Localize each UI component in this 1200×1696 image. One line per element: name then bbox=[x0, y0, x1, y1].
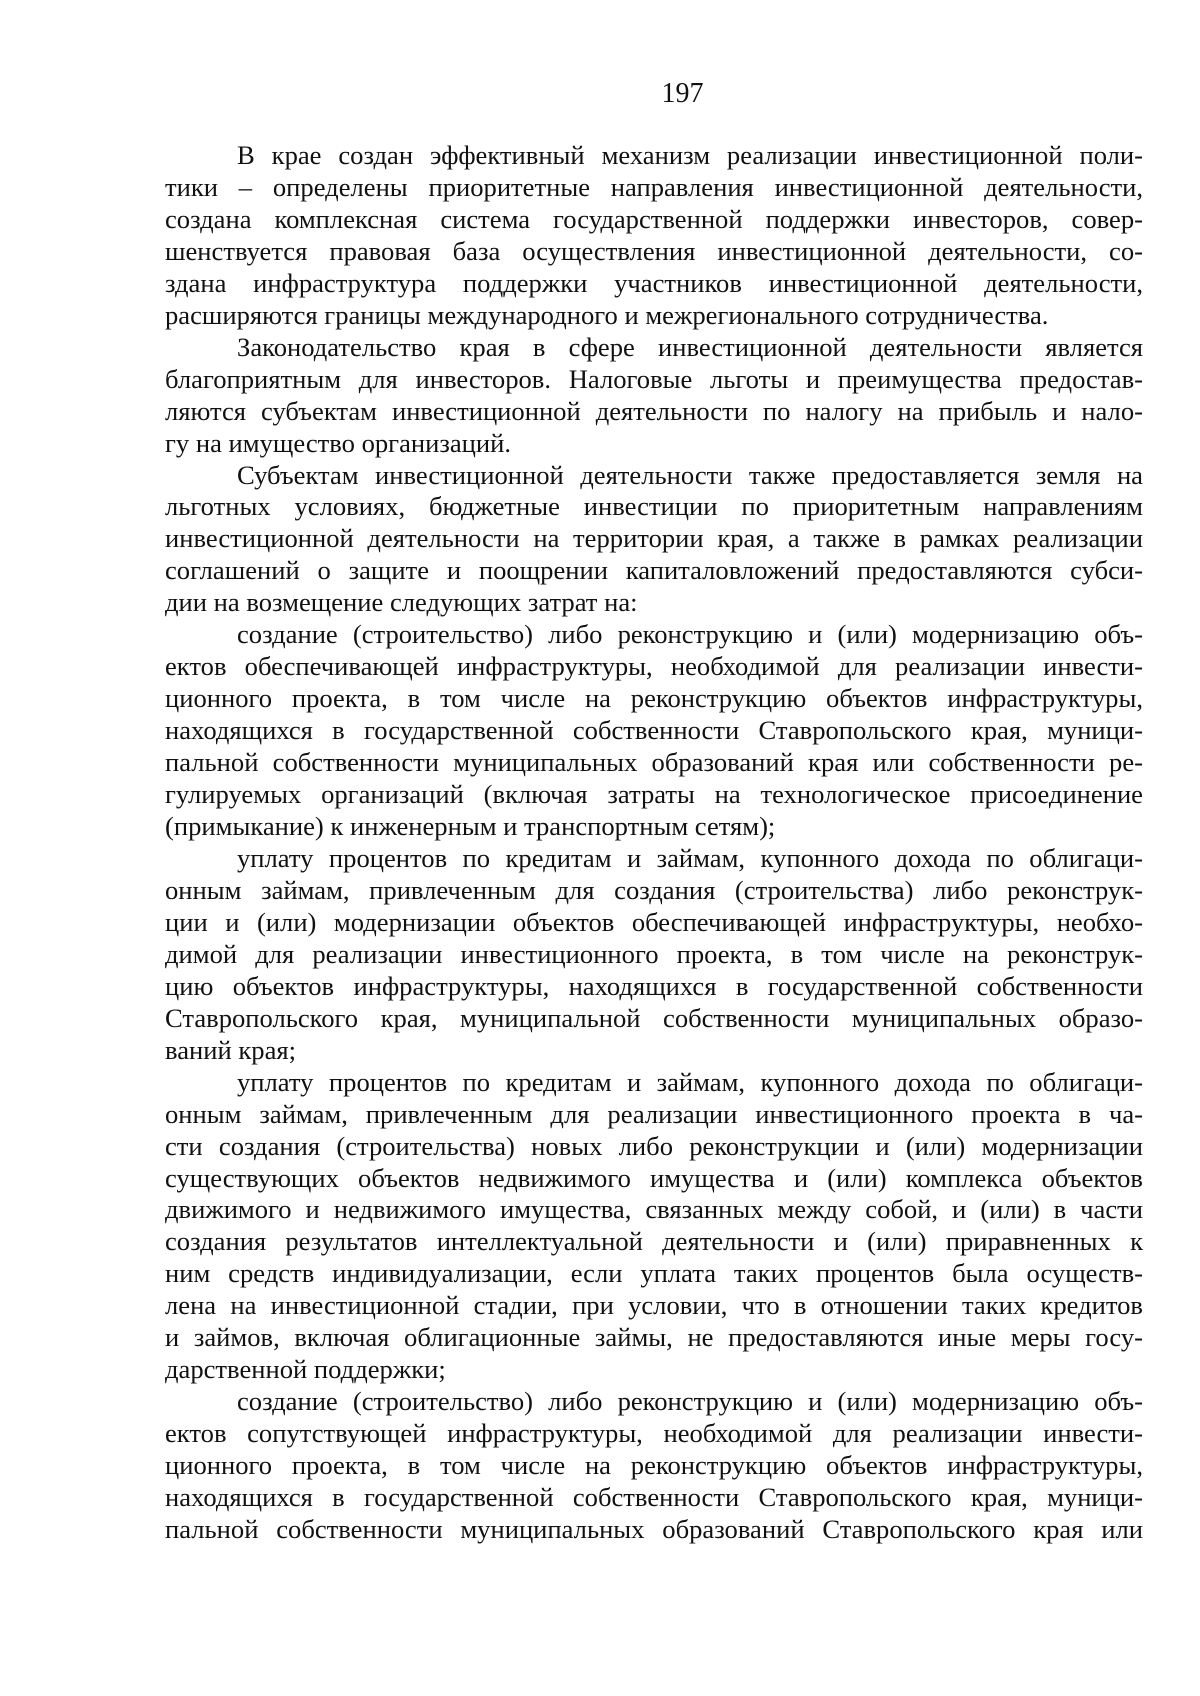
paragraph-3 bbox=[165, 460, 1143, 620]
text-line: ляются субъектам инвестиционной деятельности по налогу на прибыль и нало- bbox=[165, 395, 1143, 426]
text-line: уплату процентов по кредитам и займам, купонного дохода по облигаци- bbox=[237, 1066, 1143, 1097]
text-line: создание (строительство) либо реконструкцию и (или) модернизацию объ- bbox=[237, 1386, 1143, 1417]
text-line: движимого и недвижимого имущества, связанных между собой, и (или) в части bbox=[165, 1194, 1143, 1225]
text-line: Субъектам инвестиционной деятельности также предоставляется земля на bbox=[237, 459, 1143, 490]
text-line: дии на возмещение следующих затрат на: bbox=[165, 587, 638, 618]
text-line: находящихся в государственной собственности Ставропольского края, муници- bbox=[165, 715, 1143, 746]
paragraph-7 bbox=[165, 1386, 1143, 1546]
paragraph-2 bbox=[165, 332, 1143, 460]
page-number: 197 bbox=[661, 78, 704, 109]
text-line: Законодательство края в сфере инвестиционной деятельности является bbox=[237, 331, 1143, 362]
text-line: здана инфраструктура поддержки участников инвестиционной деятельности, bbox=[165, 267, 1143, 298]
text-line: ектов сопутствующей инфраструктуры, необходимой для реализации инвести- bbox=[165, 1418, 1143, 1449]
text-line: шенствуется правовая база осуществления инвестиционной деятельности, со- bbox=[165, 235, 1143, 266]
text-line: ним средств индивидуализации, если уплата таких процентов была осуществ- bbox=[165, 1258, 1143, 1289]
text-line: ектов обеспечивающей инфраструктуры, необходимой для реализации инвести- bbox=[165, 651, 1143, 682]
text-line: лена на инвестиционной стадии, при условии, что в отношении таких кредитов bbox=[165, 1290, 1143, 1321]
text-line: ционного проекта, в том числе на реконструкцию объектов инфраструктуры, bbox=[165, 683, 1143, 714]
paragraph-1 bbox=[165, 140, 1143, 332]
text-line: расширяются границы международного и межрегионального сотрудничества. bbox=[165, 299, 1049, 330]
text-line: сти создания (строительства) новых либо реконструкции и (или) модернизации bbox=[165, 1130, 1143, 1161]
text-line: создания результатов интеллектуальной деятельности и (или) приравненных к bbox=[165, 1226, 1143, 1257]
text-line: дарственной поддержки; bbox=[165, 1354, 446, 1385]
text-line: В крае создан эффективный механизм реализации инвестиционной поли- bbox=[237, 140, 1143, 170]
text-line: инвестиционной деятельности на территории края, а также в рамках реализации bbox=[165, 523, 1143, 554]
text-line: и займов, включая облигационные займы, не предоставляются иные меры госу- bbox=[165, 1322, 1143, 1353]
text-line: создание (строительство) либо реконструкцию и (или) модернизацию объ- bbox=[237, 619, 1143, 650]
text-line: существующих объектов недвижимого имущества и (или) комплекса объектов bbox=[165, 1162, 1143, 1193]
text-line: уплату процентов по кредитам и займам, купонного дохода по облигаци- bbox=[237, 842, 1143, 873]
text-line: гу на имущество организаций. bbox=[165, 427, 512, 458]
text-line: гулируемых организаций (включая затраты на технологическое присоединение bbox=[165, 779, 1143, 810]
text-line: онным займам, привлеченным для реализации инвестиционного проекта в ча- bbox=[165, 1098, 1143, 1129]
text-line: димой для реализации инвестиционного проекта, в том числе на реконструк- bbox=[165, 938, 1143, 969]
text-line: создана комплексная система государственной поддержки инвесторов, совер- bbox=[165, 203, 1143, 234]
text-line: находящихся в государственной собственности Ставропольского края, муници- bbox=[165, 1482, 1143, 1513]
text-line: пальной собственности муниципальных образований края или собственности ре- bbox=[165, 747, 1143, 778]
paragraph-6 bbox=[165, 1067, 1143, 1387]
text-line: пальной собственности муниципальных образований Ставропольского края или bbox=[165, 1513, 1143, 1544]
paragraph-5 bbox=[165, 843, 1143, 1067]
document-body bbox=[165, 140, 1143, 1546]
text-line: (примыкание) к инженерным и транспортным сетям); bbox=[165, 811, 776, 842]
paragraph-4 bbox=[165, 619, 1143, 843]
text-line: цию объектов инфраструктуры, находящихся в государственной собственности bbox=[165, 970, 1143, 1001]
text-line: благоприятным для инвесторов. Налоговые льготы и преимущества предостав- bbox=[165, 363, 1143, 394]
text-line: ции и (или) модернизации объектов обеспечивающей инфраструктуры, необхо- bbox=[165, 906, 1143, 937]
text-line: соглашений о защите и поощрении капиталовложений предоставляются субси- bbox=[165, 555, 1143, 586]
text-line: ваний края; bbox=[165, 1034, 296, 1065]
text-line: Ставропольского края, муниципальной собственности муниципальных образо- bbox=[165, 1002, 1143, 1033]
text-line: льготных условиях, бюджетные инвестиции по приоритетным направлениям bbox=[165, 491, 1143, 522]
text-line: онным займам, привлеченным для создания (строительства) либо реконструк- bbox=[165, 874, 1143, 905]
text-line: ционного проекта, в том числе на реконструкцию объектов инфраструктуры, bbox=[165, 1450, 1143, 1481]
text-line: тики – определены приоритетные направления инвестиционной деятельности, bbox=[165, 171, 1143, 202]
